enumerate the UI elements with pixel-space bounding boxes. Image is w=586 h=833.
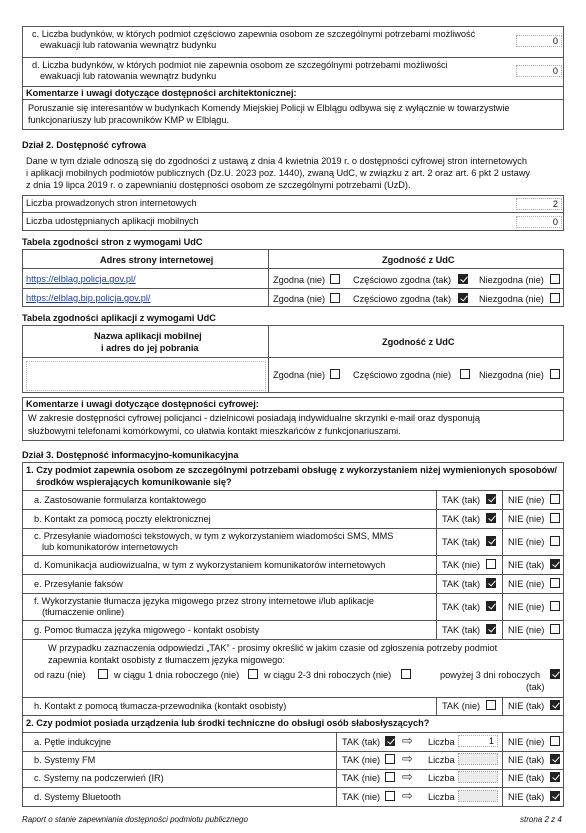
item-f-no-checkbox[interactable] xyxy=(550,601,560,611)
app-col-name-2: i adres do jej pobrania xyxy=(101,343,199,353)
device-d-no-label: NIE (tak) xyxy=(508,792,545,802)
g-opt-immediately: od razu (nie) xyxy=(34,670,86,680)
item-d-yes-label: TAK (nie) xyxy=(442,560,481,570)
item-a-no-label: NIE (nie) xyxy=(508,495,545,505)
q1-line-1: 1. Czy podmiot zapewnia osobom ze szczególnymi potrzebami obsługę z wykorzystaniem niżej wymienionych sposobów/ xyxy=(26,465,557,475)
item-c-no-label: NIE (nie) xyxy=(508,537,545,547)
item-g-no-label: NIE (nie) xyxy=(508,625,545,635)
item-h-no-checkbox[interactable] xyxy=(550,700,560,710)
app-noncompliant-checkbox[interactable] xyxy=(550,369,560,379)
item-e-yes-checkbox[interactable] xyxy=(486,578,496,588)
device-b-count[interactable] xyxy=(458,753,498,765)
web2-compliant-checkbox[interactable] xyxy=(330,293,340,303)
web1-opt-compliant: Zgodna (nie) xyxy=(273,275,326,285)
item-c-yes-checkbox[interactable] xyxy=(486,536,496,546)
device-b-count-label: Liczba xyxy=(428,755,455,765)
section-3-title: Dział 3. Dostępność informacyjno-komunikacyjna xyxy=(22,450,239,460)
section-2-intro-3: z dnia 19 lipca 2019 r. o zapewnianiu dostępności osobom ze szczególnymi potrzebami (UzD). xyxy=(26,180,411,190)
item-h-yes-checkbox[interactable] xyxy=(486,700,496,710)
apps-count-label: Liczba udostępnianych aplikacji mobilnych xyxy=(26,216,199,226)
item-d-yes-checkbox[interactable] xyxy=(486,559,496,569)
device-c-no-label: NIE (tak) xyxy=(508,773,545,783)
website-link-1[interactable]: https://elblag.policja.gov.pl/ xyxy=(26,274,136,284)
device-c-count[interactable] xyxy=(458,771,498,783)
item-f-yes-label: TAK (tak) xyxy=(442,602,481,612)
device-a-label: a. Pętle indukcyjne xyxy=(34,737,112,747)
device-a-no-checkbox[interactable] xyxy=(550,736,560,746)
digital-comments-title: Komentarze i uwagi dotyczące dostępności cyfrowej: xyxy=(26,399,259,409)
app-opt-partial: Częściowo zgodna (nie) xyxy=(353,370,452,380)
g-note-line-1: W przypadku zaznaczenia odpowiedzi „TAK” - prosimy określić w jakim czasie od zgłoszenia potrzeby podmiot xyxy=(48,643,498,653)
item-e-no-checkbox[interactable] xyxy=(550,578,560,588)
section-2-title: Dział 2. Dostępność cyfrowa xyxy=(22,140,147,150)
g-opt-over-3-days: powyżej 3 dni roboczych xyxy=(440,670,541,680)
device-b-no-label: NIE (tak) xyxy=(508,755,545,765)
item-c-no-checkbox[interactable] xyxy=(550,536,560,546)
device-d-no-checkbox[interactable] xyxy=(550,791,560,801)
item-h-label: h. Kontakt z pomocą tłumacza-przewodnika (kontakt osobisty) xyxy=(34,701,287,711)
item-a-label: a. Zastosowanie formularza kontaktowego xyxy=(34,495,207,505)
item-g-yes-checkbox[interactable] xyxy=(486,624,496,634)
item-b-no-label: NIE (nie) xyxy=(508,514,545,524)
g-opt-2-3-days: w ciągu 2-3 dni roboczych (nie) xyxy=(264,670,392,680)
item-h-no-label: NIE (tak) xyxy=(508,701,545,711)
device-a-count[interactable]: 1 xyxy=(458,735,498,747)
item-b-no-checkbox[interactable] xyxy=(550,513,560,523)
app-table-title: Tabela zgodności aplikacji z wymogami UdC xyxy=(22,313,216,323)
device-a-no-label: NIE (nie) xyxy=(508,737,545,747)
item-c-label-2: lub komunikatorów internetowych xyxy=(42,542,178,552)
device-d-label: d. Systemy Bluetooth xyxy=(34,792,121,802)
device-d-yes-label: TAK (nie) xyxy=(342,792,381,802)
item-f-yes-checkbox[interactable] xyxy=(486,601,496,611)
web1-opt-partial: Częściowo zgodna (tak) xyxy=(353,275,452,285)
item-d-no-label: NIE (tak) xyxy=(508,560,545,570)
item-c-label-1: c. Przesyłanie wiadomości tekstowych, w tym z wykorzystaniem wiadomości SMS, MMS xyxy=(34,531,394,541)
row-d-value[interactable]: 0 xyxy=(516,65,562,77)
app-opt-compliant: Zgodna (nie) xyxy=(273,370,326,380)
arrow-right-icon: ⇨ xyxy=(402,788,413,803)
websites-count[interactable]: 2 xyxy=(516,198,562,210)
item-a-yes-label: TAK (tak) xyxy=(442,495,481,505)
g-2-3-days-checkbox[interactable] xyxy=(401,669,411,679)
device-d-count-label: Liczba xyxy=(428,792,455,802)
web2-partial-checkbox[interactable] xyxy=(458,293,468,303)
g-immediately-checkbox[interactable] xyxy=(98,669,108,679)
web1-noncompliant-checkbox[interactable] xyxy=(550,274,560,284)
q1-line-2: środków wspierających komunikowanie się? xyxy=(36,477,232,487)
row-c-value[interactable]: 0 xyxy=(516,35,562,47)
row-c-label-1: c. Liczba budynków, w których podmiot częściowo zapewnia osobom ze szczególnymi potrzebami możliwość xyxy=(32,29,476,39)
arch-comments-line-1: Poruszanie się interesantów w budynkach Komendy Miejskiej Policji w Elblągu odbywa się z wyłącznie w towarzystwie xyxy=(28,103,510,113)
item-f-label-1: f. Wykorzystanie tłumacza języka migowego przez strony internetowe i/lub aplikacje xyxy=(34,596,375,606)
device-c-no-checkbox[interactable] xyxy=(550,772,560,782)
g-1-day-checkbox[interactable] xyxy=(248,669,258,679)
arrow-right-icon: ⇨ xyxy=(402,769,413,784)
item-d-label: d. Komunikacja audiowizualna, w tym z wykorzystaniem komunikatorów internetowych xyxy=(34,560,386,570)
device-a-count-label: Liczba xyxy=(428,737,455,747)
item-a-no-checkbox[interactable] xyxy=(550,494,560,504)
row-d-label-2: ewakuacji lub ratowania wewnątrz budynku xyxy=(40,71,217,81)
web1-compliant-checkbox[interactable] xyxy=(330,274,340,284)
web-col-address: Adres strony internetowej xyxy=(100,255,214,265)
g-over-3-days-checkbox[interactable] xyxy=(550,669,560,679)
arch-comments-line-2: funkcjonariuszy lub pracowników KMP w Elblągu. xyxy=(28,115,230,125)
app-name-input[interactable] xyxy=(26,361,266,391)
digital-comments-line-2: służbowymi telefonami komórkowymi, co ułatwia kontakt mieszkańców z funkcjonariuszami. xyxy=(28,426,401,436)
device-b-label: b. Systemy FM xyxy=(34,755,96,765)
item-g-yes-label: TAK (tak) xyxy=(442,625,481,635)
web2-noncompliant-checkbox[interactable] xyxy=(550,293,560,303)
device-b-yes-label: TAK (nie) xyxy=(342,755,381,765)
arrow-right-icon: ⇨ xyxy=(402,751,413,766)
website-link-2[interactable]: https://elblag.bip.policja.gov.pl/ xyxy=(26,293,151,303)
item-b-yes-label: TAK (tak) xyxy=(442,514,481,524)
app-col-name-1: Nazwa aplikacji mobilnej xyxy=(94,331,202,341)
item-g-no-checkbox[interactable] xyxy=(550,624,560,634)
web1-partial-checkbox[interactable] xyxy=(458,274,468,284)
item-c-yes-label: TAK (tak) xyxy=(442,537,481,547)
web-col-compliance: Zgodność z UdC xyxy=(382,255,455,265)
web2-opt-compliant: Zgodna (nie) xyxy=(273,294,326,304)
arch-comments-title: Komentarze i uwagi dotyczące dostępności architektonicznej: xyxy=(26,88,297,98)
device-d-count[interactable] xyxy=(458,790,498,802)
device-c-yes-label: TAK (nie) xyxy=(342,773,381,783)
row-d-label-1: d. Liczba budynków, w których podmiot nie zapewnia osobom ze szczególnymi potrzebami możliwości xyxy=(32,60,448,70)
app-col-compliance: Zgodność z UdC xyxy=(382,337,455,347)
device-b-yes-checkbox[interactable] xyxy=(385,754,395,764)
device-d-yes-checkbox[interactable] xyxy=(385,791,395,801)
g-opt-1-day: w ciągu 1 dnia roboczego (nie) xyxy=(114,670,240,680)
item-b-label: b. Kontakt za pomocą poczty elektronicznej xyxy=(34,514,211,524)
row-c-label-2: ewakuacji lub ratowania wewnątrz budynku xyxy=(40,40,217,50)
device-c-count-label: Liczba xyxy=(428,773,455,783)
footer-title: Raport o stanie zapewniania dostępności podmiotu publicznego xyxy=(22,815,248,824)
web2-opt-noncompliant: Niezgodna (nie) xyxy=(479,294,544,304)
web-table-title: Tabela zgodności stron z wymogami UdC xyxy=(22,237,203,247)
device-a-yes-checkbox[interactable] xyxy=(385,736,395,746)
device-c-yes-checkbox[interactable] xyxy=(385,772,395,782)
item-f-label-2: (tłumaczenie online) xyxy=(42,607,125,617)
g-note-line-2: zapewnia kontakt osobisty z tłumaczem języka migowego: xyxy=(48,655,285,665)
item-d-no-checkbox[interactable] xyxy=(550,559,560,569)
device-a-yes-label: TAK (tak) xyxy=(342,737,381,747)
app-partial-checkbox[interactable] xyxy=(460,369,470,379)
item-e-yes-label: TAK (tak) xyxy=(442,579,481,589)
web1-opt-noncompliant: Niezgodna (nie) xyxy=(479,275,544,285)
websites-count-label: Liczba prowadzonych stron internetowych xyxy=(26,198,197,208)
item-b-yes-checkbox[interactable] xyxy=(486,513,496,523)
item-f-no-label: NIE (nie) xyxy=(508,602,545,612)
digital-comments-line-1: W zakresie dostępności cyfrowej policjanci - dzielnicowi posiadają indywidualne skrzynki e-mail oraz dysponują xyxy=(28,413,480,423)
g-opt-over-3-days-answer: (tak) xyxy=(526,682,545,692)
item-e-no-label: NIE (nie) xyxy=(508,579,545,589)
item-g-label: g. Pomoc tłumacza języka migowego - kontakt osobisty xyxy=(34,625,260,635)
arrow-right-icon: ⇨ xyxy=(402,733,413,748)
web2-opt-partial: Częściowo zgodna (tak) xyxy=(353,294,452,304)
device-b-no-checkbox[interactable] xyxy=(550,754,560,764)
section-2-intro-1: Dane w tym dziale odnoszą się do zgodności z ustawą z dnia 4 kwietnia 2019 r. o dostępności cyfrowej stron internetowych xyxy=(26,156,527,166)
apps-count[interactable]: 0 xyxy=(516,216,562,228)
app-opt-noncompliant: Niezgodna (nie) xyxy=(479,370,544,380)
q2-title: 2. Czy podmiot posiada urządzenia lub środki techniczne do obsługi osób słabosłyszących? xyxy=(26,718,430,728)
app-compliant-checkbox[interactable] xyxy=(330,369,340,379)
item-h-yes-label: TAK (nie) xyxy=(442,701,481,711)
device-c-label: c. Systemy na podczerwień (IR) xyxy=(34,773,164,783)
item-e-label: e. Przesyłanie faksów xyxy=(34,579,123,589)
item-a-yes-checkbox[interactable] xyxy=(486,494,496,504)
section-2-intro-2: i aplikacji mobilnych podmiotów publicznych (Dz.U. 2023 poz. 1440), zwaną UdC, w związku z art. 2 oraz art. 6 pkt 2 ustawy xyxy=(26,168,531,178)
page-number: strona 2 z 4 xyxy=(520,815,562,824)
